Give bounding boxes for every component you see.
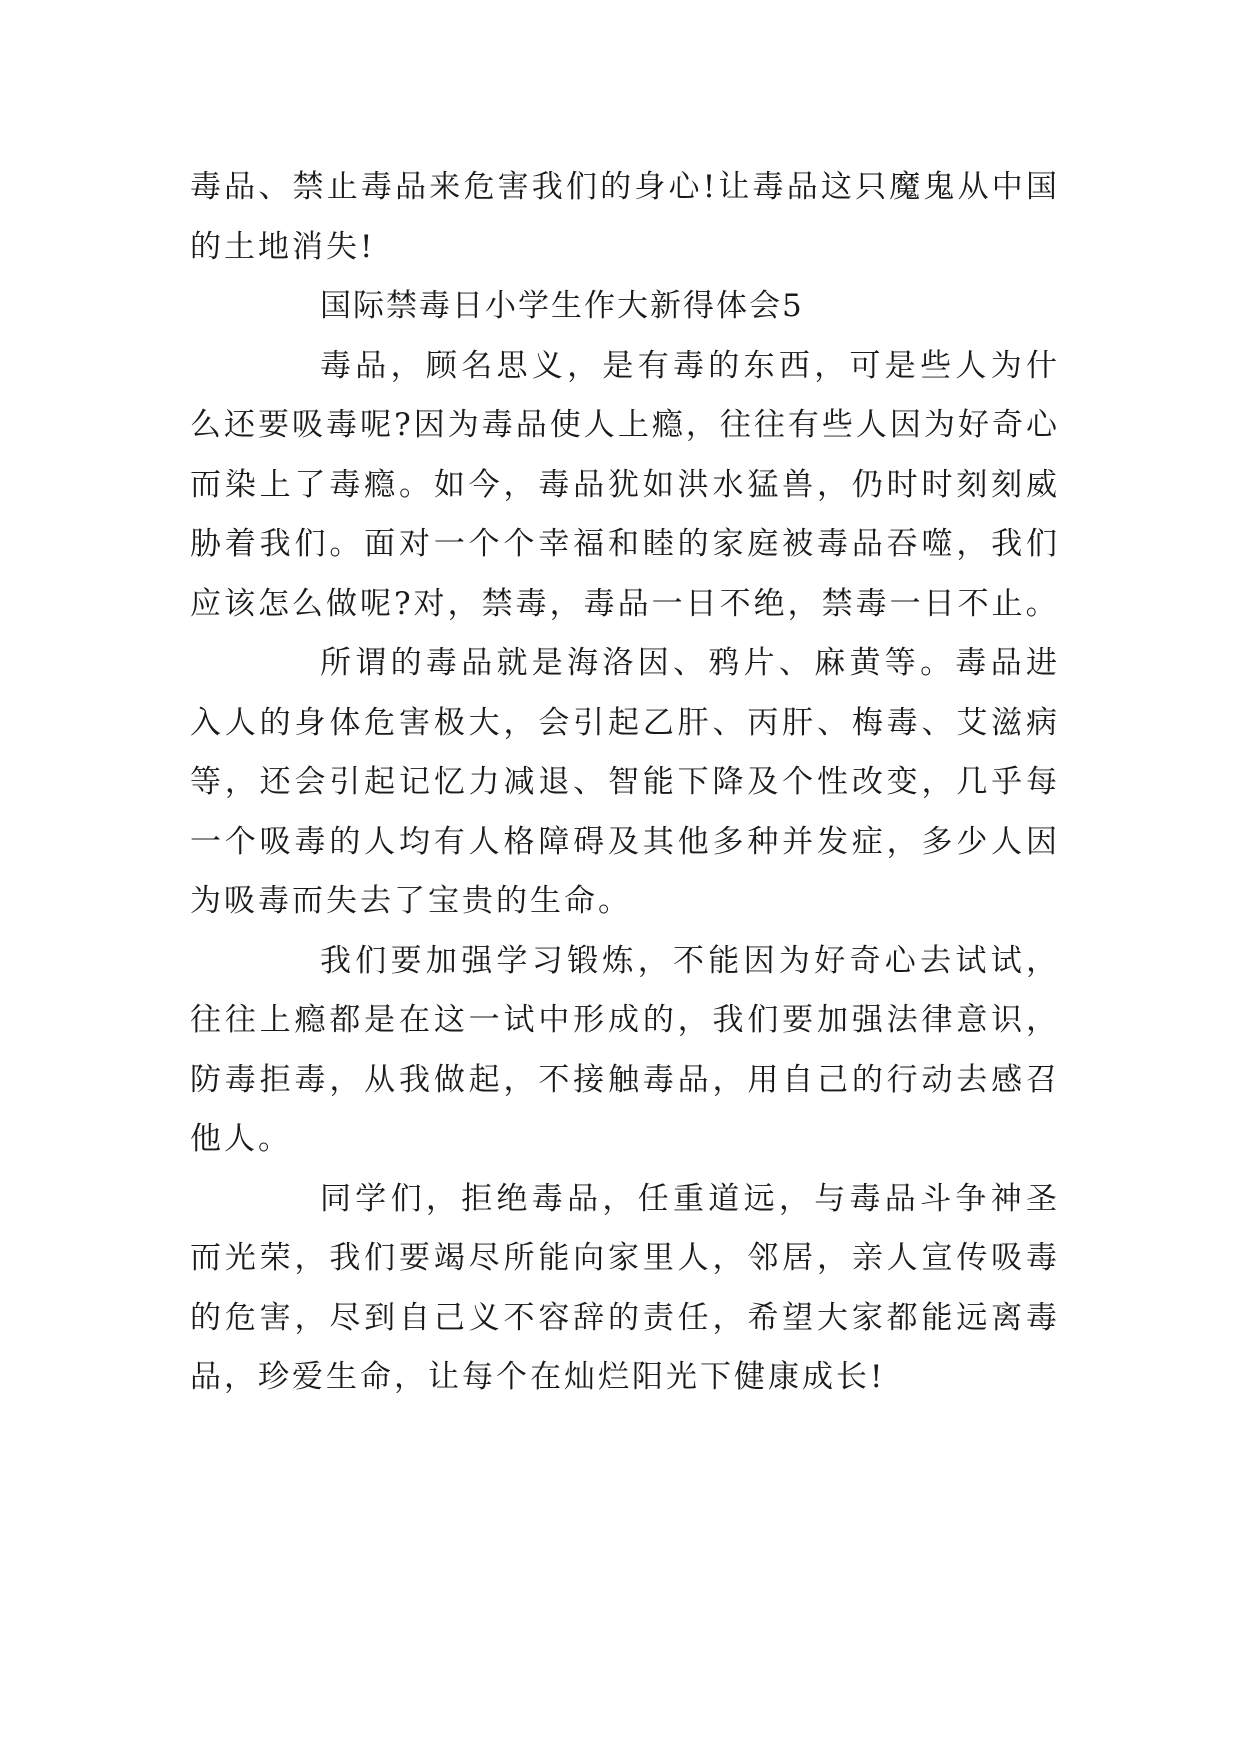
paragraph: 我们要加强学习锻炼，不能因为好奇心去试试，往往上瘾都是在这一试中形成的，我们要加强法律意识，防毒拒毒，从我做起，不接触毒品，用自己的行动去感召他人。 (190, 942, 1060, 1157)
paragraph: 所谓的毒品就是海洛因、鸦片、麻黄等。毒品进入人的身体危害极大，会引起乙肝、丙肝、梅毒、艾滋病等，还会引起记忆力减退、智能下降及个性改变，几乎每一个吸毒的人均有人格障碍及其他多种并发症，多少人因为吸毒而失去了宝贵的生命。 (190, 645, 1060, 919)
paragraph: 毒品，顾名思义，是有毒的东西，可是些人为什么还要吸毒呢?因为毒品使人上瘾，往往有些人因为好奇心而染上了毒瘾。如今，毒品犹如洪水猛兽，仍时时刻刻威胁着我们。面对一个个幸福和睦的家庭被毒品吞噬，我们应该怎么做呢?对，禁毒，毒品一日不绝，禁毒一日不止。 (190, 347, 1060, 622)
paragraph: 同学们，拒绝毒品，任重道远，与毒品斗争神圣而光荣，我们要竭尽所能向家里人，邻居，亲人宣传吸毒的危害，尽到自己义不容辞的责任，希望大家都能远离毒品，珍爱生命，让每个在灿烂阳光下健康成长! (190, 1180, 1060, 1395)
section-title: 国际禁毒日小学生作大新得体会5 (320, 288, 804, 324)
document-body (190, 158, 1060, 1408)
paragraph-continuation: 毒品、禁止毒品来危害我们的身心!让毒品这只魔鬼从中国的土地消失! (190, 169, 1060, 265)
